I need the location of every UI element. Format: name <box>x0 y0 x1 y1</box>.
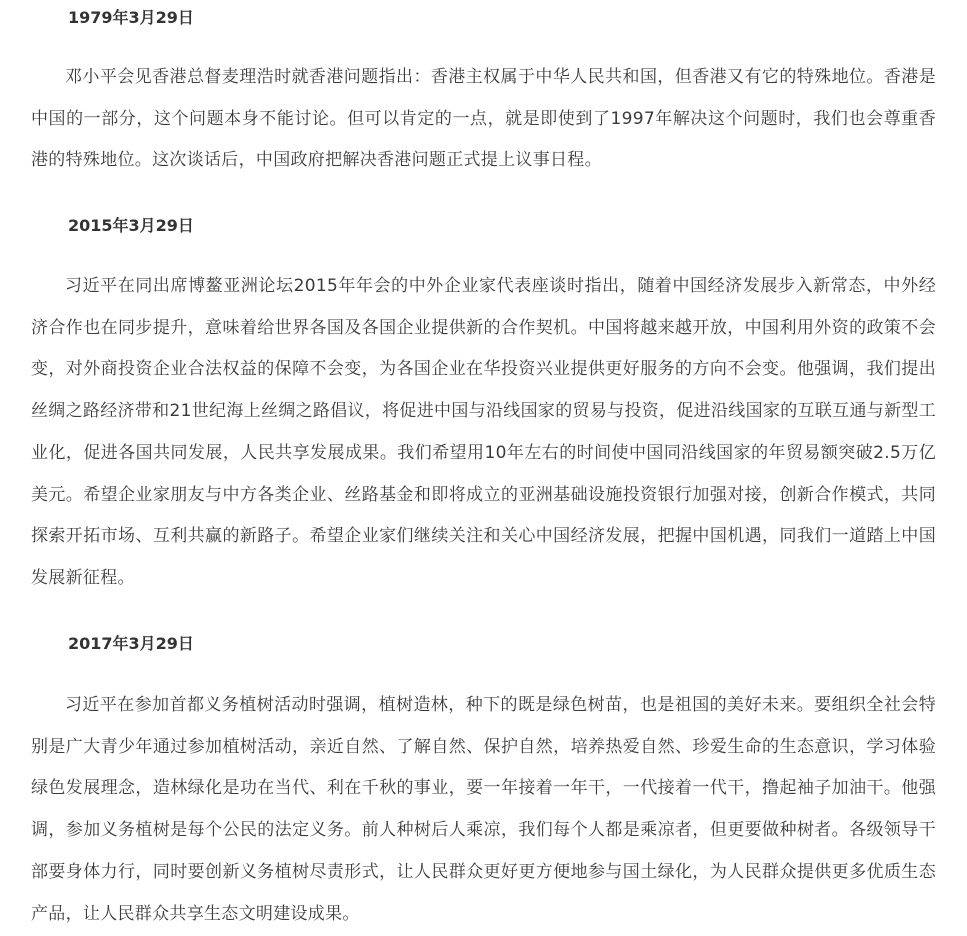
entry-paragraph: 邓小平会见香港总督麦理浩时就香港问题指出：香港主权属于中华人民共和国，但香港又有它的特殊地位。香港是中国的一部分，这个问题本身不能讨论。但可以肯定的一点，就是即使到了1997年解决这个问题时，我们也会尊重香港的特殊地位。这次谈话后，中国政府把解决香港问题正式提上议事日程。 <box>31 67 936 171</box>
entry-date-heading: 1979年3月29日 <box>68 8 194 27</box>
entry-paragraph: 习近平在参加首都义务植树活动时强调，植树造林，种下的既是绿色树苗，也是祖国的美好未来。要组织全社会特别是广大青少年通过参加植树活动，亲近自然、了解自然、保护自然，培养热爱自然、珍爱生命的生态意识，学习体验绿色发展理念，造林绿化是功在当代、利在千秋的事业，要一年接着一年干，一代接着一代干，撸起袖子加油干。他强调，参加义务植树是每个公民的法定义务。前人种树后人乘凉，我们每个人都是乘凉者，但更要做种树者。各级领导干部要身体力行，同时要创新义务植树尽责形式，让人民群众更好更方便地参与国土绿化，为人民群众提供更多优质生态产品，让人民群众共享生态文明建设成果。 <box>31 695 936 924</box>
entry-date-heading: 2017年3月29日 <box>68 634 194 653</box>
entry-date-heading: 2015年3月29日 <box>68 216 194 235</box>
entry-paragraph: 习近平在同出席博鳌亚洲论坛2015年年会的中外企业家代表座谈时指出，随着中国经济发展步入新常态，中外经济合作也在同步提升，意味着给世界各国及各国企业提供新的合作契机。中国将越来越开放，中国利用外资的政策不会变，对外商投资企业合法权益的保障不会变，为各国企业在华投资兴业提供更好服务的方向不会变。他强调，我们提出丝绸之路经济带和21世纪海上丝绸之路倡议，将促进中国与沿线国家的贸易与投资，促进沿线国家的互联互通与新型工业化，促进各国共同发展，人民共享发展成果。我们希望用10年左右的时间使中国同沿线国家的年贸易额突破2.5万亿美元。希望企业家朋友与中方各类企业、丝路基金和即将成立的亚洲基础设施投资银行加强对接，创新合作模式，共同探索开拓市场、互利共赢的新路子。希望企业家们继续关注和关心中国经济发展，把握中国机遇，同我们一道踏上中国发展新征程。 <box>31 276 936 588</box>
